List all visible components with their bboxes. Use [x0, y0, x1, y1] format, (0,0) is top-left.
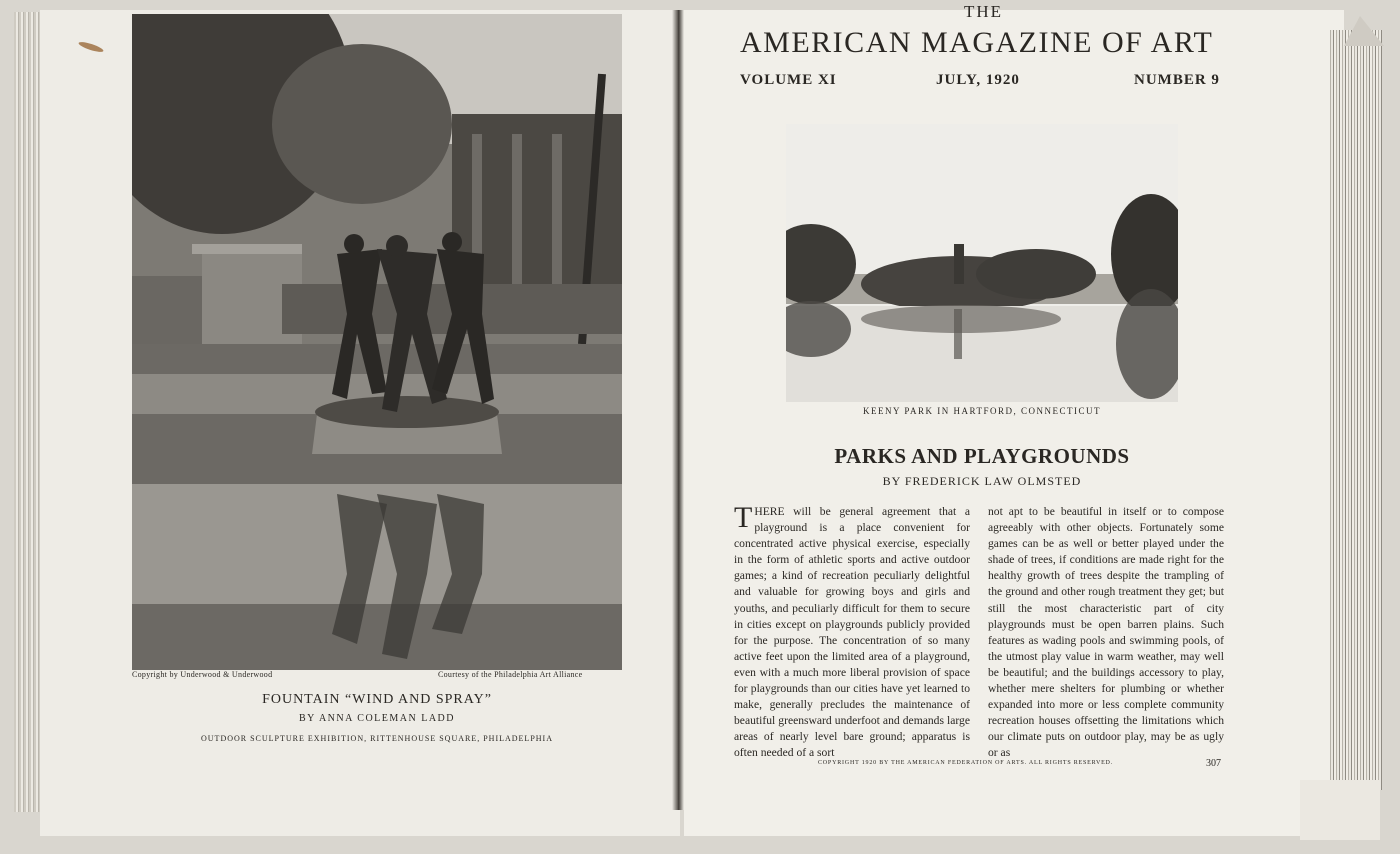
page-gutter	[672, 10, 684, 810]
fountain-caption-exhibition: OUTDOOR SCULPTURE EXHIBITION, RITTENHOUSE SQUARE, PHILADELPHIA	[201, 734, 553, 743]
left-page-edges	[14, 12, 40, 812]
fountain-photo	[132, 14, 622, 670]
photo-credit-left: Copyright by Underwood & Underwood	[132, 670, 273, 679]
page-number: 307	[1206, 758, 1221, 769]
article-column-1	[734, 501, 970, 762]
issue-number: NUMBER 9	[1134, 72, 1220, 88]
issue-date: JULY, 1920	[936, 72, 1020, 88]
drop-cap: T	[734, 501, 753, 534]
article-author: BY FREDERICK LAW OLMSTED	[882, 474, 1082, 488]
fountain-photo-image	[132, 14, 622, 670]
fountain-caption-title: FOUNTAIN “WIND AND SPRAY”	[262, 692, 492, 707]
park-photo-caption: KEENY PARK IN HARTFORD, CONNECTICUT	[862, 406, 1102, 416]
article-column-1-text: HERE will be general agreement that a playground is a place convenient for concentrated active physical exercise, especially in the form of athletic sports and active outdoor games; a kind of recreation peculiarly delightful and valuable for growing boys and girls and youths, and peculiarly difficult for them to secure in cities except on playgrounds publicly provided for the purpose. The concentration of so many active feet upon the limited area of a playground, even with a much more liberal provision of space for playgrounds than our cities have yet learned to make, generally precludes the maintenance of beautiful greensward underfoot and demands large areas of nearly level bare ground; apparatus is often needed of a sort	[734, 505, 970, 760]
fountain-caption-byline: BY ANNA COLEMAN LADD	[298, 713, 456, 724]
article-column-2: not apt to be beautiful in itself or to compose agreeably with other objects. Fortunately some games can be as well or better played under the shade of trees, if conditions are made right for the healthy growth of trees despite the trampling of the ground and other rough treatment they get; but still the most characteristic part of city playgrounds must be open barren plains. Such features as wading pools and swimming pools, of the utmost play value in warm weather, may well be beautiful; and the buildings accessory to play, whether mere shelters for plumbing or whether expanded into more or less complete community recreation houses offsetting the limitations which our climate puts on outdoor play, may be as ugly or as	[988, 505, 1224, 760]
park-photo-image	[786, 124, 1178, 402]
photo-credit-right: Courtesy of the Philadelphia Art Alliance	[438, 670, 583, 679]
article-title: PARKS AND PLAYGROUNDS	[834, 444, 1130, 468]
park-photo	[786, 124, 1178, 402]
right-page-edges	[1330, 30, 1382, 790]
issue-volume: VOLUME XI	[740, 72, 837, 88]
page-corner	[1300, 780, 1380, 840]
masthead-title: AMERICAN MAGAZINE OF ART	[740, 26, 1214, 59]
masthead-the: THE	[964, 2, 1004, 21]
copyright-notice: COPYRIGHT 1920 BY THE AMERICAN FEDERATION OF ARTS. ALL RIGHTS RESERVED.	[818, 760, 1113, 766]
